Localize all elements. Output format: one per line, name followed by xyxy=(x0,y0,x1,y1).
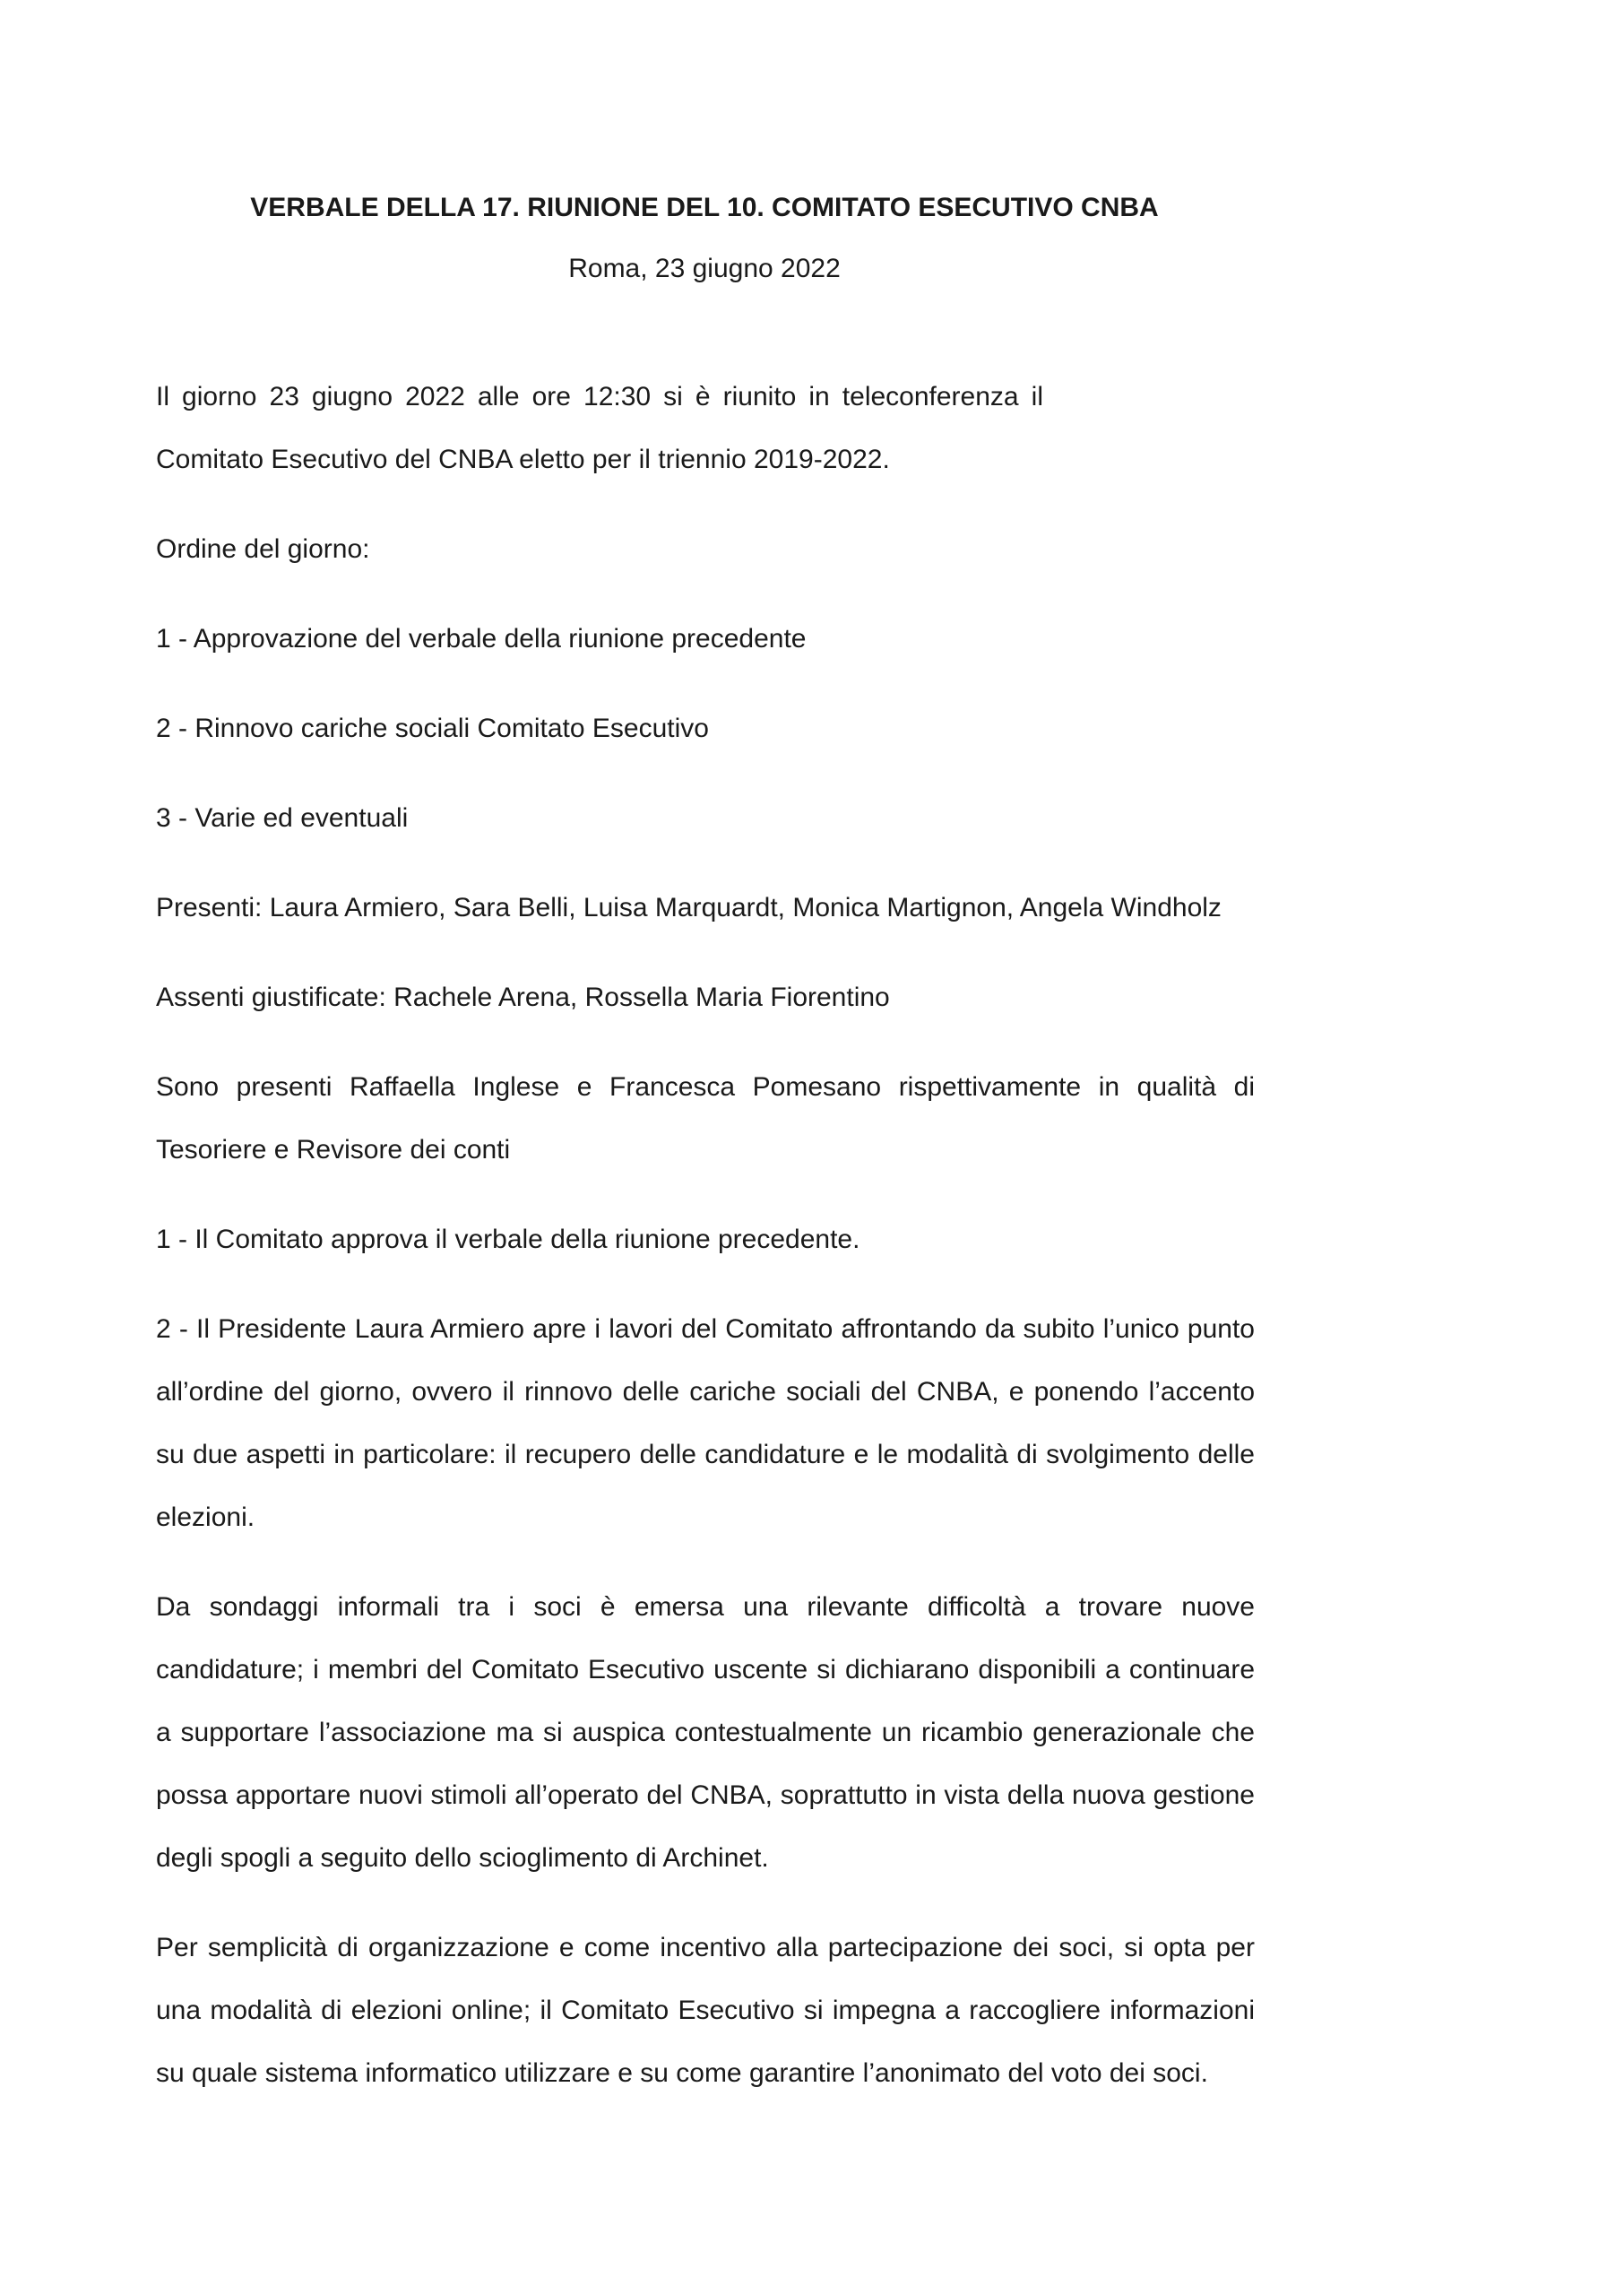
agenda-item: 2 - Rinnovo cariche sociali Comitato Esecutivo xyxy=(156,714,709,743)
also-present-paragraph: Sono presenti Raffaella Inglese e Francesca Pomesano rispettivamente in qualità di Tesoriere e Revisore dei conti xyxy=(156,1072,1255,1165)
point-2-paragraph: 2 - Il Presidente Laura Armiero apre i lavori del Comitato affrontando da subito l’unico punto all’ordine del giorno, ovvero il rinnovo delle cariche sociali del CNBA, e ponendo l’accento su due aspetti in particolare: il recupero delle candidature e le modalità di svolgimento delle elezioni. xyxy=(156,1314,1255,1532)
online-elections-paragraph: Per semplicità di organizzazione e come incentivo alla partecipazione dei soci, si opta per una modalità di elezioni online; il Comitato Esecutivo si impegna a raccogliere informazioni su quale sistema informatico utilizzare e su come garantire l’anonimato del voto dei soci. xyxy=(156,1933,1255,2088)
absent-list: Assenti giustificate: Rachele Arena, Rossella Maria Fiorentino xyxy=(156,983,890,1012)
survey-paragraph: Da sondaggi informali tra i soci è emersa una rilevante difficoltà a trovare nuove candidature; i membri del Comitato Esecutivo uscente si dichiarano disponibili a continuare a supportare l’associazione ma si auspica contestualmente un ricambio generazionale che possa apportare nuovi stimoli all’operato del CNBA, soprattutto in vista della nuova gestione degli spogli a seguito dello scioglimento di Archinet. xyxy=(156,1592,1255,1873)
document-title: VERBALE DELLA 17. RIUNIONE DEL 10. COMITATO ESECUTIVO CNBA xyxy=(250,193,1159,222)
document-body xyxy=(156,366,1255,2132)
present-list: Presenti: Laura Armiero, Sara Belli, Luisa Marquardt, Monica Martignon, Angela Windholz xyxy=(156,893,1222,922)
intro-paragraph: Il giorno 23 giugno 2022 alle ore 12:30 si è riunito in teleconferenza il Comitato Esecutivo del CNBA eletto per il triennio 2019-2022. xyxy=(156,382,1043,474)
agenda-item: 3 - Varie ed eventuali xyxy=(156,803,409,833)
agenda-item: 1 - Approvazione del verbale della riunione precedente xyxy=(156,624,807,654)
point-1-paragraph: 1 - Il Comitato approva il verbale della riunione precedente. xyxy=(156,1225,860,1254)
agenda-heading: Ordine del giorno: xyxy=(156,534,370,564)
place-date: Roma, 23 giugno 2022 xyxy=(568,254,841,283)
